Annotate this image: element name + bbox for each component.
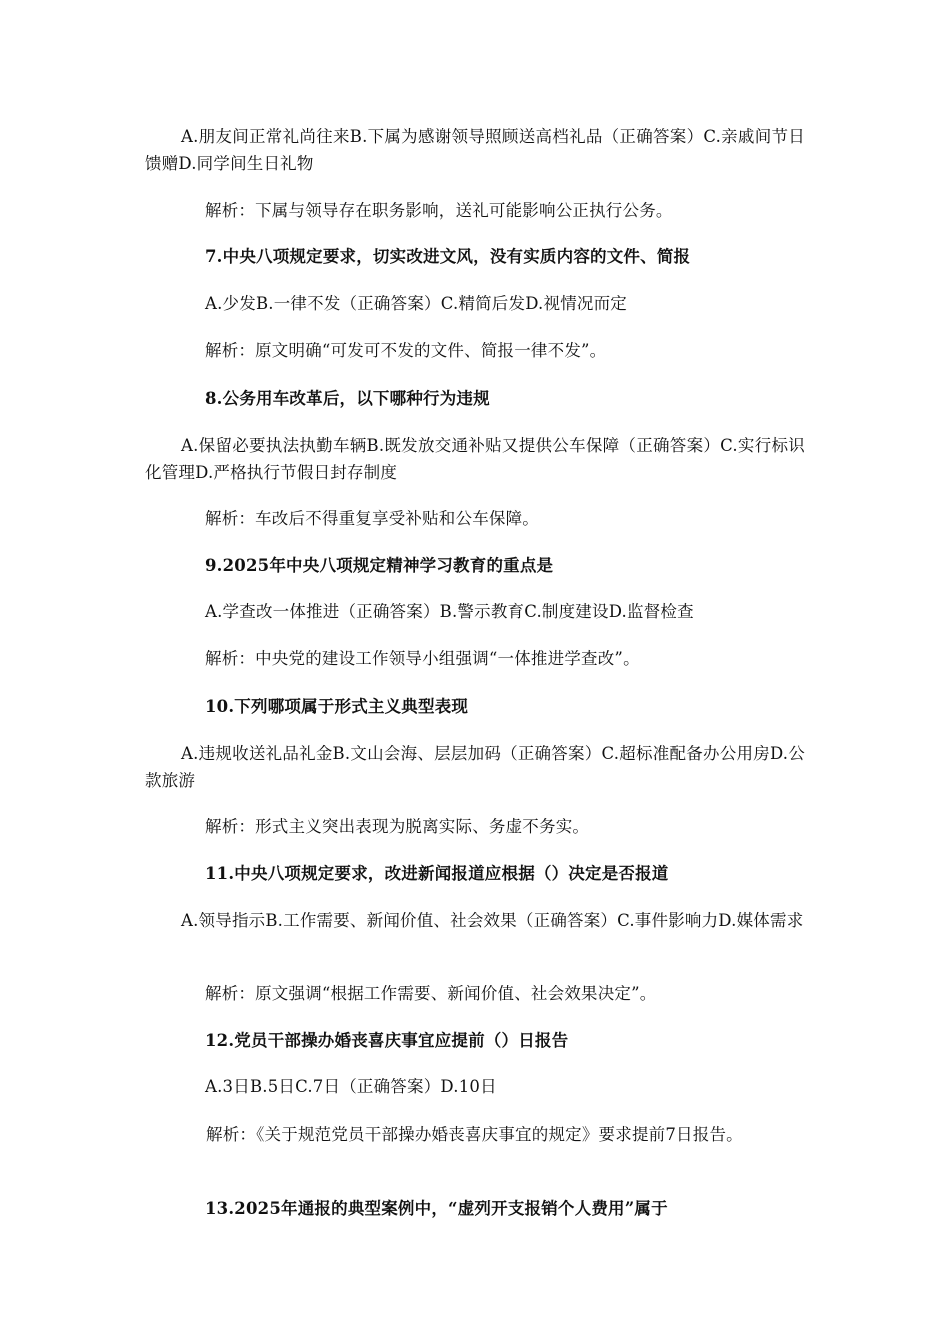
question-8: 8.公务用车改革后，以下哪种行为违规 xyxy=(205,389,490,408)
explanation-q10: 解析：形式主义突出表现为脱离实际、务虚不务实。 xyxy=(205,817,590,836)
question-11: 11.中央八项规定要求，改进新闻报道应根据（）决定是否报道 xyxy=(205,864,669,883)
explanation-q6: 解析：下属与领导存在职务影响，送礼可能影响公正执行公务。 xyxy=(205,201,673,220)
options-q6: A.朋友间正常礼尚往来B.下属为感谢领导照顾送高档礼品（正确答案）C.亲戚间节日馈赠D.同学间生日礼物 xyxy=(145,127,805,173)
question-9: 9.2025年中央八项规定精神学习教育的重点是 xyxy=(205,556,554,575)
explanation-q8: 解析：车改后不得重复享受补贴和公车保障。 xyxy=(205,509,539,528)
options-q10: A.违规收送礼品礼金B.文山会海、层层加码（正确答案）C.超标准配备办公用房D.公款旅游 xyxy=(145,744,805,790)
question-10: 10.下列哪项属于形式主义典型表现 xyxy=(205,697,469,716)
explanation-q7: 解析：原文明确“可发可不发的文件、简报一律不发”。 xyxy=(205,341,607,360)
options-q11: A.领导指示B.工作需要、新闻价值、社会效果（正确答案）C.事件影响力D.媒体需求 xyxy=(181,911,804,930)
explanation-q9: 解析：中央党的建设工作领导小组强调“一体推进学查改”。 xyxy=(205,649,640,668)
question-12: 12.党员干部操办婚丧喜庆事宜应提前（）日报告 xyxy=(205,1031,569,1050)
explanation-q12: 解析：《关于规范党员干部操办婚丧喜庆事宜的规定》要求提前7日报告。 xyxy=(206,1125,743,1144)
options-q8: A.保留必要执法执勤车辆B.既发放交通补贴又提供公车保障（正确答案）C.实行标识化管理D.严格执行节假日封存制度 xyxy=(145,436,805,482)
question-13: 13.2025年通报的典型案例中，“虚列开支报销个人费用”属于 xyxy=(205,1199,668,1218)
options-q12: A.3日B.5日C.7日（正确答案）D.10日 xyxy=(205,1077,497,1096)
options-q9: A.学查改一体推进（正确答案）B.警示教育C.制度建设D.监督检查 xyxy=(205,602,694,621)
explanation-q11: 解析：原文强调“根据工作需要、新闻价值、社会效果决定”。 xyxy=(205,984,657,1003)
question-7: 7.中央八项规定要求，切实改进文风，没有实质内容的文件、简报 xyxy=(205,247,691,266)
options-q7: A.少发B.一律不发（正确答案）C.精简后发D.视情况而定 xyxy=(205,294,627,313)
